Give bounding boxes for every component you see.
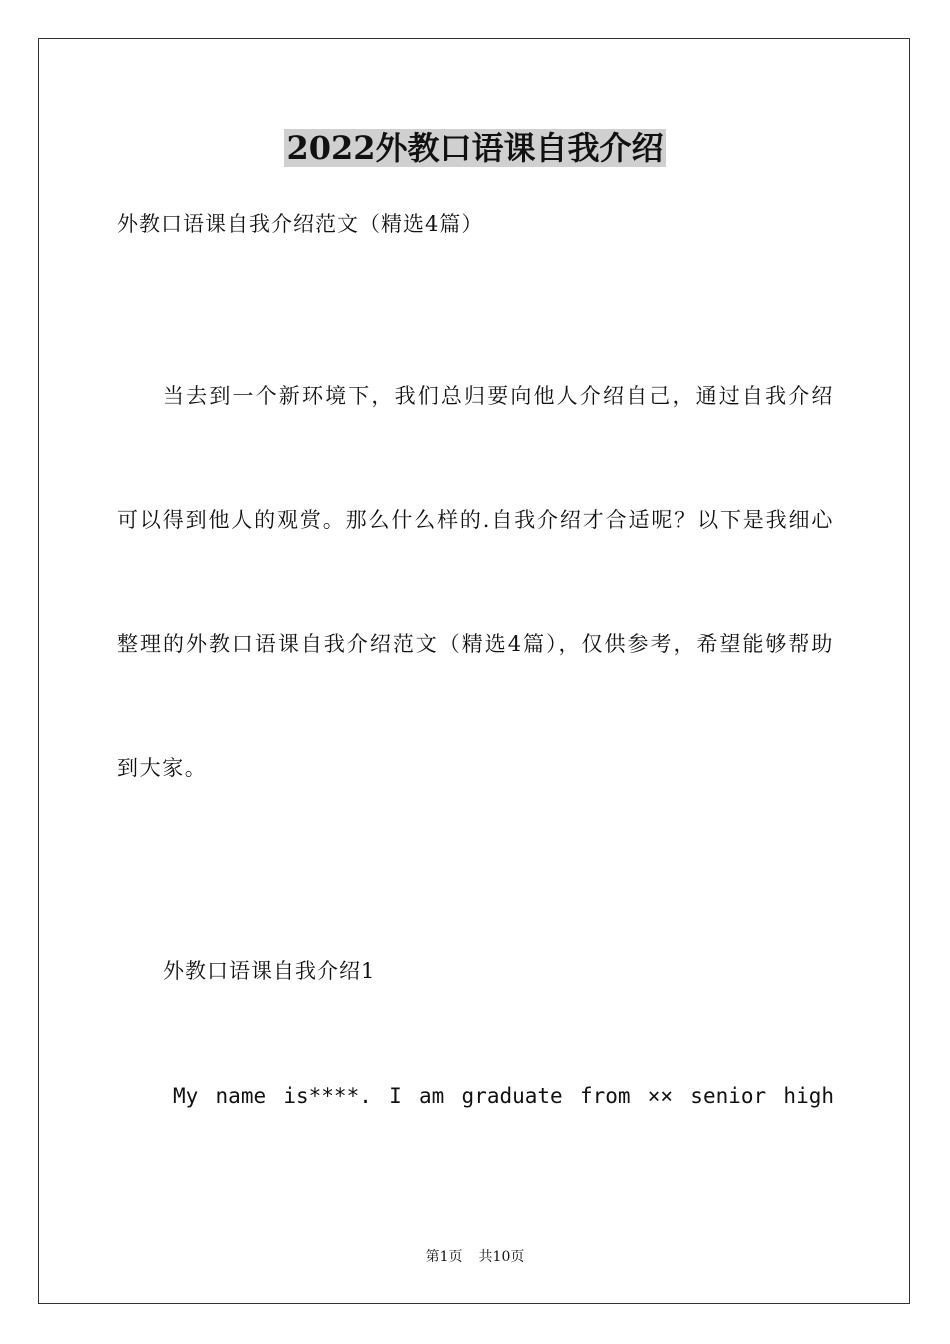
intro-paragraph: 当去到一个新环境下，我们总归要向他人介绍自己，通过自我介绍可以得到他人的观赏。那么什么样的.自我介绍才合适呢？以下是我细心整理的外教口语课自我介绍范文（精选4篇），仅供参考，希望能够帮助到大家。 [117,384,834,780]
section-heading: 外教口语课自我介绍1 [163,959,376,983]
document-title [0,126,950,170]
document-subtitle: 外教口语课自我介绍范文（精选4篇） [117,212,484,236]
page-total: 共10页 [478,1249,525,1265]
page-footer [0,1247,950,1267]
english-text-line: My name is****. I am graduate from ×× senior high [173,1084,834,1108]
document-title-text: 2022外教口语课自我介绍 [286,129,664,167]
page-number: 第1页 [425,1249,463,1265]
